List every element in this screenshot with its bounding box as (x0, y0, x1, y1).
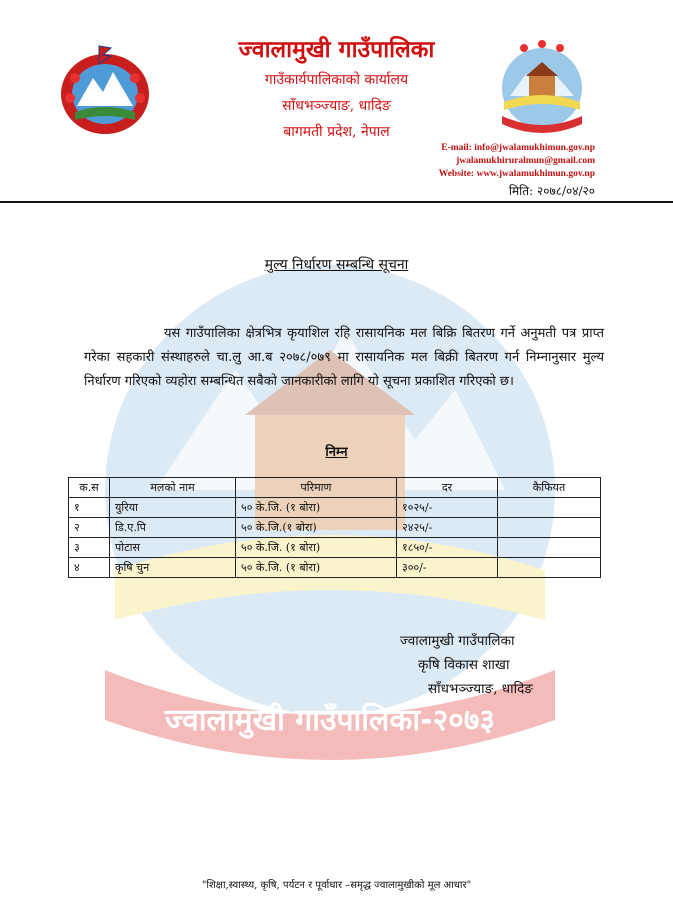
cell-name: डि.ए.पि (110, 518, 236, 538)
contact-email-primary: E-mail: info@jwalamukhimun.gov.np (441, 143, 595, 153)
date-label: मिति: (508, 184, 534, 198)
cell-remarks (498, 558, 601, 578)
table-header-row (69, 478, 601, 498)
table-caption: निम्न (325, 445, 348, 460)
cell-name: कृषि चुन (110, 558, 236, 578)
header-remarks: कैफियत (498, 478, 601, 498)
table-row (69, 518, 601, 538)
header-fertilizer-name: मलको नाम (110, 478, 236, 498)
table-row (69, 538, 601, 558)
date-value: २०७८/०४/२० (536, 184, 595, 198)
cell-name: युरिया (110, 498, 236, 518)
header-rate: दर (397, 478, 498, 498)
contact-website: Website: www.jwalamukhimun.gov.np (438, 169, 595, 179)
notice-title: मुल्य निर्धारण सम्बन्धि सूचना (264, 257, 409, 273)
signature-address: साँधभञ्ज्याङ, धादिङ (428, 681, 533, 697)
cell-quantity: ५० के.जि. (१ बोरा) (236, 538, 397, 558)
office-province: बागमती प्रदेश, नेपाल (283, 124, 390, 140)
contact-email-secondary: jwalamukhiruralmun@gmail.com (456, 156, 595, 166)
table-row (69, 558, 601, 578)
signature-branch: कृषि विकास शाखा (418, 657, 510, 673)
cell-quantity: ५० के.जि. (१ बोरा) (236, 558, 397, 578)
footer-slogan: "शिक्षा,स्वास्थ्य, कृषि, पर्यटन र पूर्वाधार –समृद्ध ज्वालामुखीको मूल आधार" (201, 880, 472, 891)
cell-rate: १०२५/- (397, 498, 498, 518)
table-row (69, 498, 601, 518)
cell-rate: २४२५/- (397, 518, 498, 538)
cell-quantity: ५० के.जि. (१ बोरा) (236, 498, 397, 518)
signature-office: ज्वालामुखी गाउँपालिका (400, 633, 515, 649)
cell-rate: ३००/- (397, 558, 498, 578)
notice-body: यस गाउँपालिका क्षेत्रभित्र कृयाशिल रहि रासायनिक मल बिक्रि बितरण गर्ने अनुमती पत्र प्राप्त गरेका सहकारी संस्थाहरुले चा.लु आ.ब २०७८/०७९ मा रासायनिक मल बिक्री बितरण गर्न निम्नानुसार मुल्य निर्धारण गरिएको व्यहोरा सम्बन्धित सबैको जानकारीको लागि यो सूचना प्रकाशित गरिएको छ। (84, 326, 604, 389)
cell-name: पोटास (110, 538, 236, 558)
cell-serial: १ (69, 498, 110, 518)
date-row (509, 182, 595, 199)
cell-rate: १८५०/- (397, 538, 498, 558)
office-subtitle: गाउँकार्यपालिकाको कार्यालय (264, 72, 409, 88)
header-quantity: परिमाण (236, 478, 397, 498)
cell-remarks (498, 498, 601, 518)
watermark-text: ज्वालामुखी गाउँपालिका-२०७३ (164, 703, 496, 738)
header-serial: क.स (69, 478, 110, 498)
cell-quantity: ५० के.जि.(१ बोरा) (236, 518, 397, 538)
cell-remarks (498, 518, 601, 538)
office-address: साँधभञ्ज्याङ, धादिङ (282, 98, 391, 114)
header-divider (0, 201, 673, 203)
price-table (68, 477, 601, 578)
cell-remarks (498, 538, 601, 558)
office-name: ज्वालामुखी गाउँपालिका (238, 36, 435, 63)
cell-serial: ३ (69, 538, 110, 558)
cell-serial: २ (69, 518, 110, 538)
cell-serial: ४ (69, 558, 110, 578)
